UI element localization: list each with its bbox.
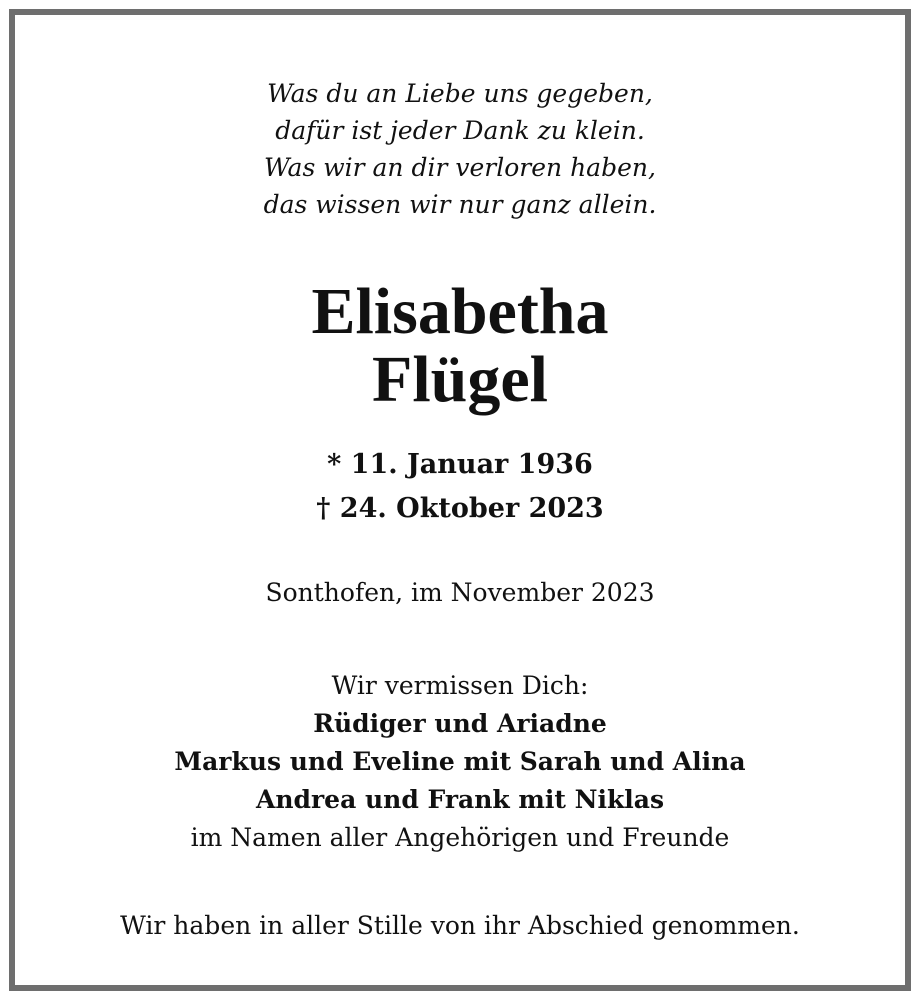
- mourner-names: Rüdiger und Ariadne: [313, 709, 607, 738]
- poem-line: dafür ist jeder Dank zu klein.: [275, 116, 645, 145]
- mourner-names: Andrea und Frank mit Niklas: [255, 785, 665, 814]
- death-date: † 24. Oktober 2023: [316, 493, 604, 524]
- life-dates: [15, 443, 905, 531]
- mourner-names: Markus und Eveline mit Sarah und Alina: [174, 747, 746, 776]
- mourners-list: [15, 667, 905, 857]
- poem-line: Was du an Liebe uns gegeben,: [267, 79, 653, 108]
- obituary-frame: [9, 9, 911, 991]
- first-name: Elisabetha: [311, 275, 609, 348]
- closing-statement: Wir haben in aller Stille von ihr Abschied genommen.: [120, 911, 800, 940]
- memorial-poem: [15, 75, 905, 223]
- place-and-date: Sonthofen, im November 2023: [265, 578, 655, 607]
- last-name: Flügel: [372, 343, 548, 416]
- mourners-outro: im Namen aller Angehörigen und Freunde: [190, 823, 730, 852]
- birth-date: * 11. Januar 1936: [327, 449, 593, 480]
- poem-line: das wissen wir nur ganz allein.: [263, 190, 657, 219]
- deceased-name: [15, 275, 905, 416]
- mourners-intro: Wir vermissen Dich:: [331, 671, 589, 700]
- poem-line: Was wir an dir verloren haben,: [264, 153, 656, 182]
